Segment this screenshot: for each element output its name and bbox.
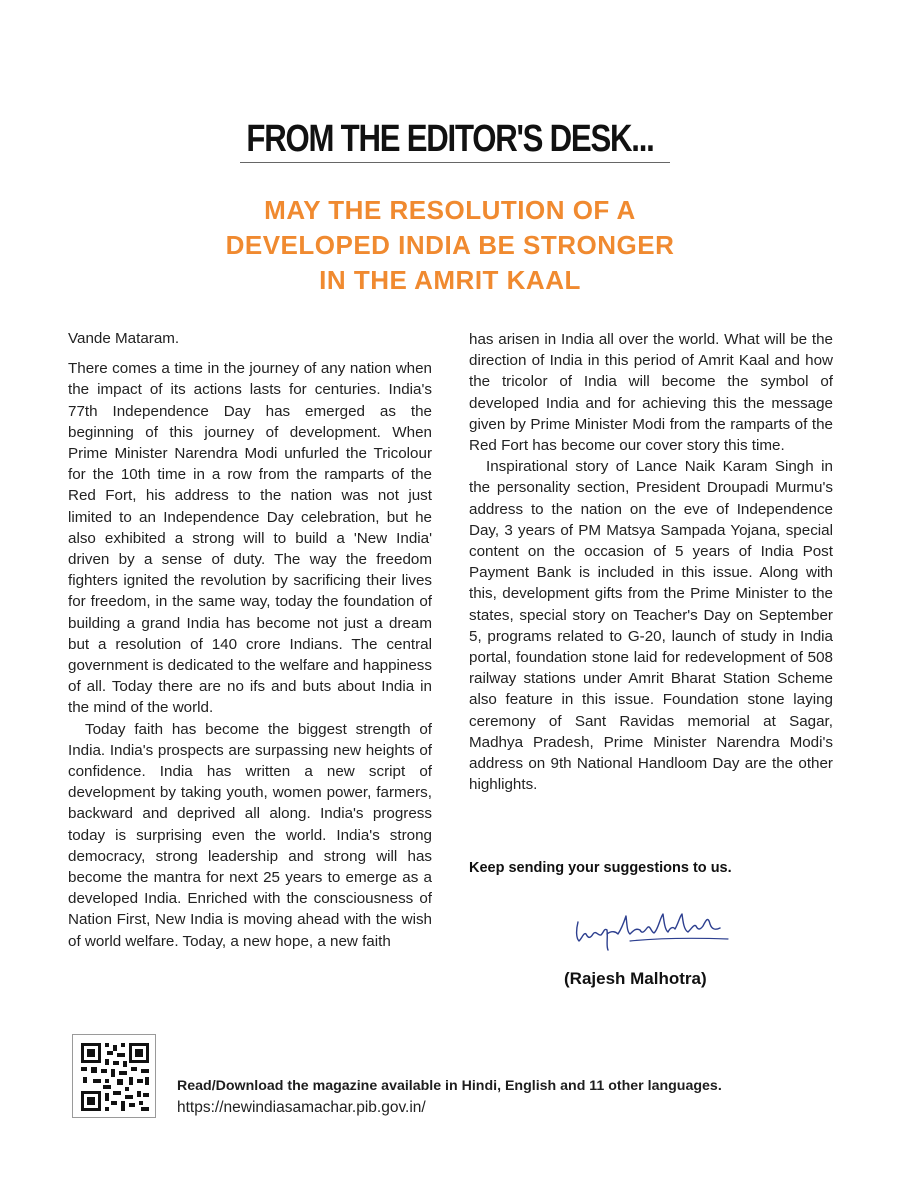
salutation: Vande Mataram. — [68, 330, 180, 347]
body-paragraph: Today faith has become the biggest strength of India. India's prospects are surpassing new heights of confidence. India has written a new script of development by taking youth, women power, farmers, backward and deprived all along. India's progress today is surprising even the world. India's strong democracy, strong leadership and strong will has become the mantra for next 25 years to emerge as a developed India. Enriched with the consciousness of Nation First, New India is moving ahead with the wish of world welfare. Today, a new hope, a new faith — [68, 720, 432, 950]
heading-underline — [240, 162, 670, 163]
body-paragraph: Inspirational story of Lance Naik Karam Singh in the personality section, President Droupadi Murmu's address to the nation on the eve of Independence Day, 3 years of PM Matsya Sampada Yojana, special content on the occasion of 5 years of India Post Payment Bank is included in this issue. Along with this, development gifts from the Prime Minister to the states, special story on Teacher's Day on September 5, programs related to G-20, launch of study in India portal, foundation stone laid for redevelopment of 508 railway stations under Amrit Bharat Station Scheme also feature in this issue. Foundation stone laying ceremony of Sant Ravidas memorial at Sagar, Madhya Pradesh, Prime Minister Narendra Modi's address on 9th National Handloom Day are the other highlights. — [469, 458, 833, 794]
article-headline — [0, 193, 900, 298]
signatory-name: (Rajesh Malhotra) — [564, 969, 707, 988]
section-heading: FROM THE EDITOR'S DESK... — [246, 118, 654, 160]
headline-line: IN THE AMRIT KAAL — [319, 265, 581, 295]
body-paragraph: has arisen in India all over the world. What will be the direction of India in this period of Amrit Kaal and how the tricolor of India will become the symbol of developed India and for achieving this the message given by Prime Minister Modi from the ramparts of the Red Fort has become our cover story this time. — [469, 331, 833, 455]
headline-line: MAY THE RESOLUTION OF A — [264, 195, 636, 225]
article-right-column — [469, 329, 833, 795]
footer-title: Read/Download the magazine available in Hindi, English and 11 other languages. — [177, 1078, 722, 1094]
headline-line: DEVELOPED INDIA BE STRONGER — [225, 230, 675, 260]
qr-code-icon[interactable] — [72, 1034, 156, 1118]
signature — [570, 908, 740, 958]
closing-line: Keep sending your suggestions to us. — [469, 860, 732, 876]
body-paragraph: There comes a time in the journey of any nation when the impact of its actions lasts for centuries. India's 77th Independence Day has emerged as the beginning of this journey of development. When Prime Minister Narendra Modi unfurled the Tricolour for the 10th time in a row from the ramparts of the Red Fort, his address to the nation was not just limited to an Independence Day celebration, but he also exhibited a strong will to build a 'New India' driven by a sense of duty. The way the freedom fighters ignited the revolution by sacrificing their lives for freedom, in the same way, today the foundation of building a grand India has become not just a dream but a resolution of 140 crore Indians. The central government is dedicated to the welfare and happiness of all. Today there are no ifs and buts about India in the mind of the world. — [68, 360, 432, 717]
magazine-link[interactable]: https://newindiasamachar.pib.gov.in/ — [177, 1099, 426, 1116]
article-left-column — [68, 328, 432, 952]
